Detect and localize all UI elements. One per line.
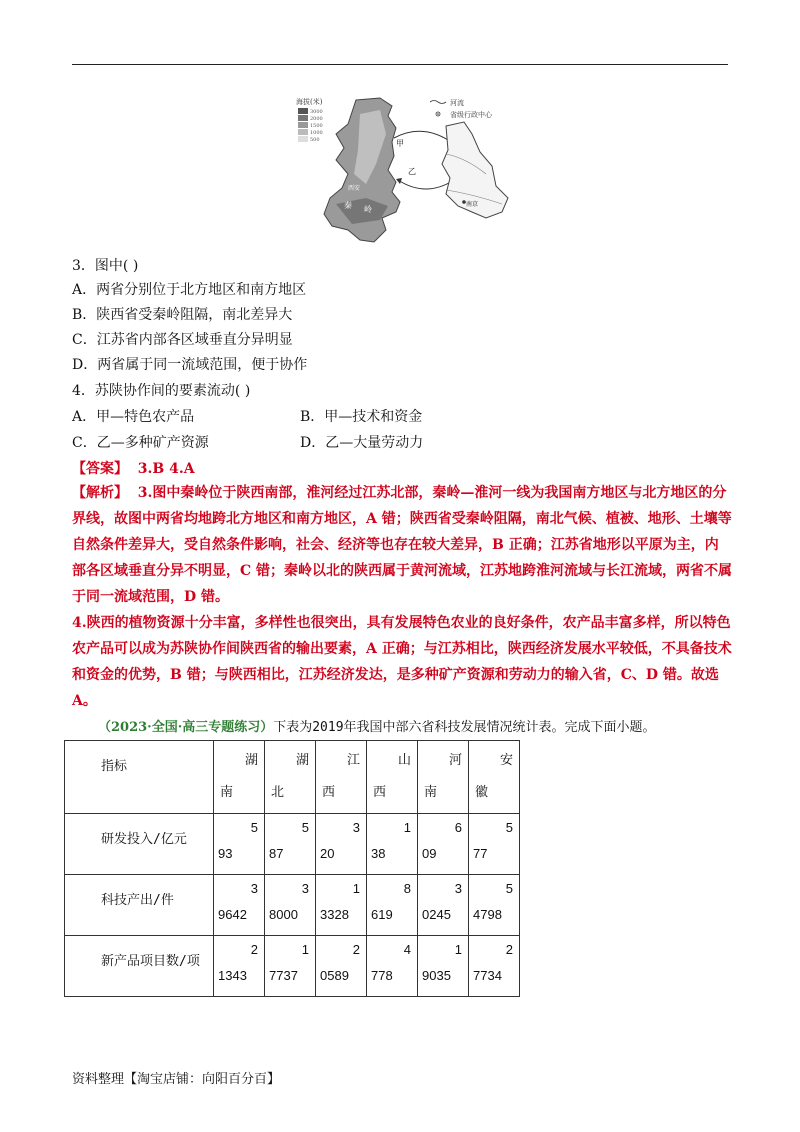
table-cell: 3 8000 — [265, 875, 316, 936]
province-header: 湖 南 — [214, 741, 265, 814]
table-cell: 5 4798 — [469, 875, 520, 936]
table-cell: 8 619 — [367, 875, 418, 936]
analysis-tag: 【解析】 — [72, 485, 128, 501]
footer-note: 资料整理【淘宝店铺：向阳百分百】 — [72, 1072, 281, 1087]
row-label: 新产品项目数/项 — [65, 936, 214, 997]
table-cell: 1 7737 — [265, 936, 316, 997]
table-cell: 4 778 — [367, 936, 418, 997]
table-cell: 1 3328 — [316, 875, 367, 936]
province-header: 湖 北 — [265, 741, 316, 814]
table-header-row — [65, 741, 520, 814]
header-label: 指标 — [101, 759, 128, 774]
q4-option-d: D．乙—大量劳动力 — [300, 435, 424, 451]
top-rule — [72, 64, 728, 65]
elevation-legend — [296, 97, 323, 143]
row-label: 研发投入/亿元 — [65, 814, 214, 875]
table-cell: 2 0589 — [316, 936, 367, 997]
label-nanjing: 南京 — [466, 201, 479, 208]
answer-line — [72, 459, 195, 479]
analysis-text-3: 3.图中秦岭位于陕西南部，淮河经过江苏北部，秦岭—淮河一线为我国南方地区与北方地区的分界线，故图中两省均地跨北方地区和南方地区，A 错；陕西省受秦岭阻隔，南北气候、植被、地形、土壤等自然条件差异大，受自然条件影响，社会、经济等也存在较大差异，B 正确；江苏省地形以平原为主，内部各区域垂直分异不明显，C 错；秦岭以北的陕西属于黄河流域，江苏地跨淮河流域与长江流域，两省不属于同一流域范围，D 错。 — [72, 485, 733, 605]
answer-tag: 【答案】 — [72, 461, 128, 477]
q3-option-b: B．陕西省受秦岭阻隔，南北差异大 — [72, 307, 293, 323]
row-label: 科技产出/件 — [65, 875, 214, 936]
table-cell: 5 77 — [469, 814, 520, 875]
legend-level: 1500 — [310, 123, 323, 129]
table-cell: 1 9035 — [418, 936, 469, 997]
q3-option-d: D．两省属于同一流域范围，便于协作 — [72, 357, 308, 373]
label-ling: 岭 — [364, 205, 372, 214]
label-qin: 秦 — [344, 201, 352, 210]
q3-stem: 3．图中( ) — [72, 258, 139, 274]
q4-option-c: C．乙—多种矿产资源 — [72, 435, 209, 451]
table-cell: 1 38 — [367, 814, 418, 875]
stats-table — [64, 740, 520, 997]
legend-level: 1000 — [310, 130, 323, 136]
header-label-cell — [65, 741, 214, 814]
table-row — [65, 814, 520, 875]
q3-option-c: C．江苏省内部各区域垂直分异明显 — [72, 332, 293, 348]
legend-level: 3000 — [310, 109, 323, 115]
source-tag: （2023·全国·高三专题练习） — [98, 720, 274, 735]
table-cell: 3 0245 — [418, 875, 469, 936]
table-cell: 2 1343 — [214, 936, 265, 997]
answer-text: 3.B 4.A — [137, 461, 195, 477]
table-row — [65, 875, 520, 936]
intro-text: 下表为2019年我国中部六省科技发展情况统计表。完成下面小题。 — [273, 720, 656, 735]
table-cell: 3 9642 — [214, 875, 265, 936]
label-xian: 西安 — [348, 185, 361, 192]
table-cell: 5 87 — [265, 814, 316, 875]
province-header: 山 西 — [367, 741, 418, 814]
map-legend — [430, 98, 493, 119]
table-intro — [98, 718, 656, 738]
table-cell: 5 93 — [214, 814, 265, 875]
province-header: 江 西 — [316, 741, 367, 814]
analysis-p1 — [72, 480, 732, 610]
table-cell: 2 7734 — [469, 936, 520, 997]
analysis-p2: 4.陕西的植物资源十分丰富，多样性也很突出，具有发展特色农业的良好条件，农产品丰富多样，所以特色农产品可以成为苏陕协作间陕西省的输出要素，A 正确；与江苏相比，陕西经济发展水平较低，不具备技术和资金的优势，B 错；与陕西相比，江苏经济发达，是多种矿产资源和劳动力的输入省，C、D 错。故选 A。 — [72, 615, 732, 709]
label-jia: 甲 — [396, 139, 404, 148]
province-header: 河 南 — [418, 741, 469, 814]
legend-level: 500 — [310, 137, 320, 143]
table-cell: 3 20 — [316, 814, 367, 875]
label-yi: 乙 — [408, 167, 416, 176]
map-figure — [296, 94, 520, 250]
legend-river: 河流 — [450, 99, 464, 107]
table-cell: 6 09 — [418, 814, 469, 875]
arrow-yi — [398, 180, 454, 189]
legend-title: 海拔(米) — [296, 98, 323, 106]
q4-option-b: B．甲—技术和资金 — [300, 409, 423, 425]
q4-stem: 4．苏陕协作间的要素流动( ) — [72, 383, 251, 399]
legend-capital: 省级行政中心 — [450, 111, 492, 119]
q4-option-a: A．甲—特色农产品 — [72, 409, 195, 425]
q3-option-a: A．两省分别位于北方地区和南方地区 — [72, 282, 307, 298]
legend-level: 2000 — [310, 116, 323, 122]
province-header: 安 徽 — [469, 741, 520, 814]
table-row — [65, 936, 520, 997]
